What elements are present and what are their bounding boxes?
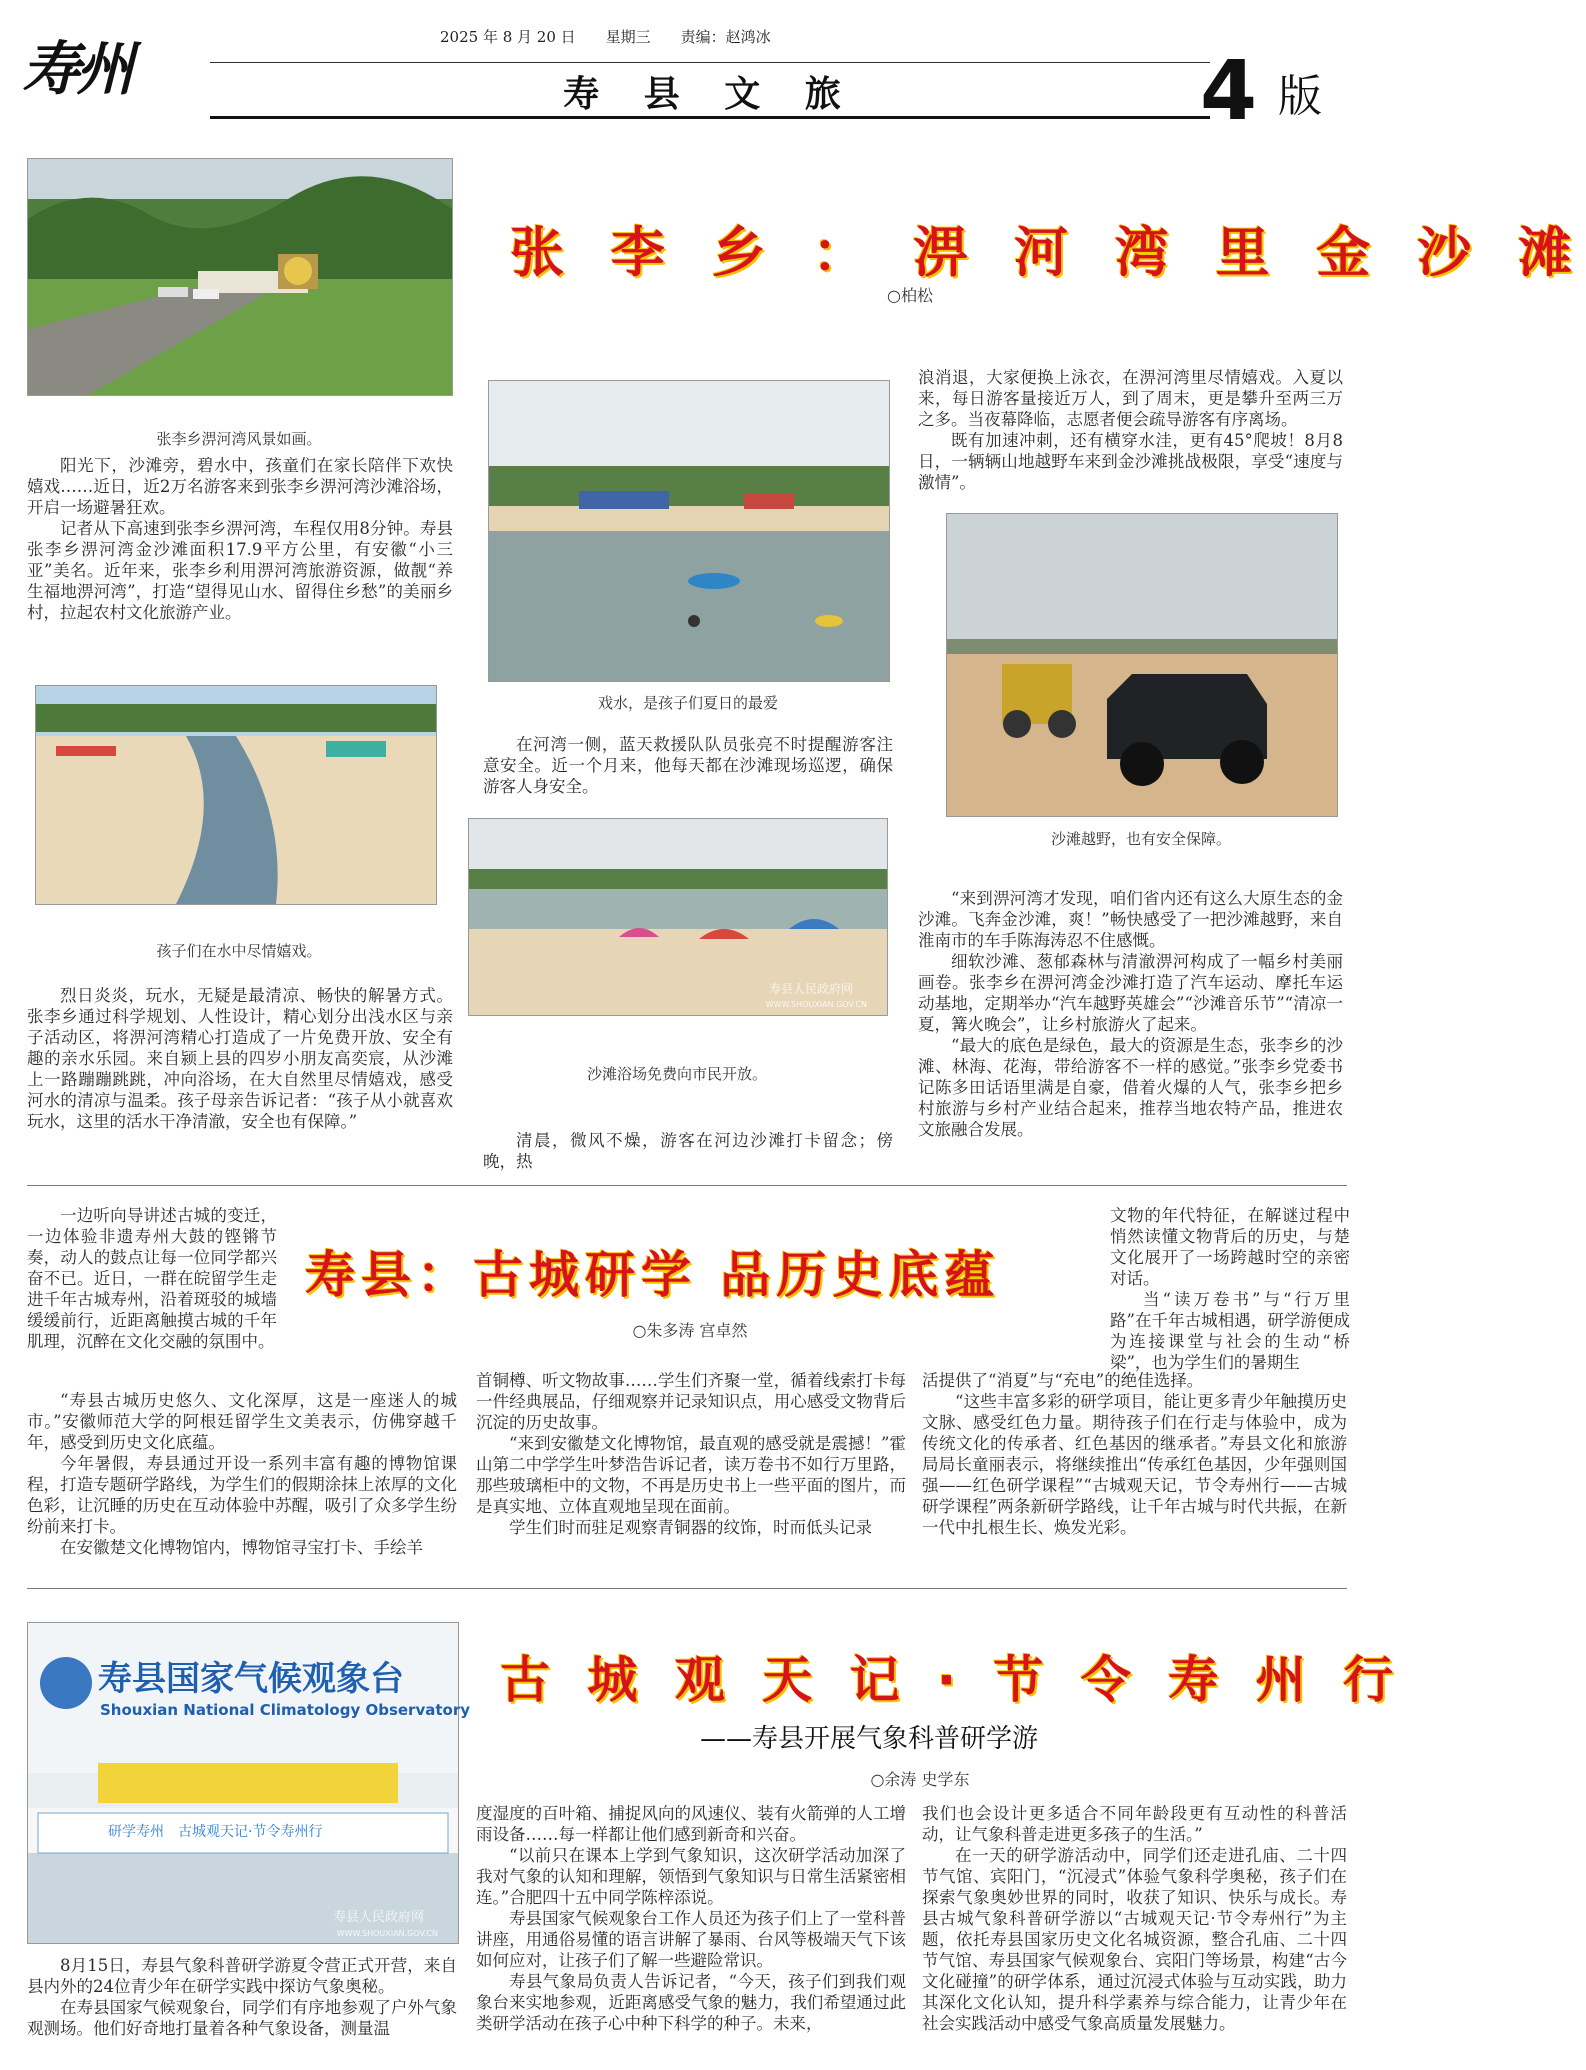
- paragraph: 浪消退，大家便换上泳衣，在淠河湾里尽情嬉戏。入夏以来，每日游客量接近万人，到了周末，更是攀升至两三万之多。当夜幕降临，志愿者便会疏导游客有序离场。: [918, 368, 1343, 429]
- caption-scenery: 张李乡淠河湾风景如画。: [156, 430, 322, 448]
- article1-col1b: [27, 985, 453, 1132]
- page-number-unit: 版: [1278, 71, 1322, 122]
- article2-col1b: [27, 1390, 457, 1558]
- photo-observatory: [27, 1622, 471, 1944]
- divider-2: [27, 1588, 1347, 1589]
- masthead-rule-bottom: [210, 116, 1210, 119]
- paragraph: 在一天的研学游活动中，同学们还走进孔庙、二十四节气馆、宾阳门，“沉浸式”体验气象科学奥秘，孩子们在探索气象奥妙世界的同时，收获了知识、快乐与成长。寿县古城气象科普研学游以“古城观天记·节令寿州行”为主题，依托寿县国家历史文化名城资源，整合孔庙、二十四节气馆、寿县国家气候观象台、宾阳门等场景，构建“古今文化碰撞”的研学体系，通过沉浸式体验与互动实践，助力其深化文化认知，提升科学素养与综合能力，让青少年在社会实践活动中感受气象高质量发展魅力。: [922, 1846, 1347, 2033]
- page-number-digit: 4: [1200, 44, 1258, 139]
- paragraph: “最大的底色是绿色，最大的资源是生态，张李乡的沙滩、林海、花海，带给游客不一样的感觉。”张李乡党委书记陈多田话语里满是自豪，借着火爆的人气，张李乡把乡村旅游与乡村产业结合起来，推荐当地农特产品，推进农文旅融合发展。: [918, 1036, 1343, 1139]
- watermark: 寿县人民政府网: [332, 1910, 424, 1925]
- paragraph: 度湿度的百叶箱、捕捉风向的风速仪、装有火箭弹的人工增雨设备……每一样都让他们感到新奇和兴奋。: [476, 1804, 906, 1844]
- article2-col2: [476, 1370, 906, 1538]
- paragraph: “寿县古城历史悠久、文化深厚，这是一座迷人的城市。”安徽师范大学的阿根廷留学生文美表示，仿佛穿越千年，感受到历史文化底蕴。: [27, 1391, 457, 1452]
- observatory-sign-en: Shouxian National Climatology Observatory: [100, 1701, 471, 1719]
- paragraph: “这些丰富多彩的研学项目，能让更多青少年触摸历史文脉、感受红色力量。期待孩子们在行走与体验中，成为传统文化的传承者、红色基因的继承者。”寿县文化和旅游局局长童丽表示，将继续推出“传承红色基因，少年强则国强——红色研学课程”“古城观天记，节令寿州行——古城研学课程”两条新研学路线，让千年古城与时代共振，在新一代中扎根生长、焕发光彩。: [922, 1392, 1347, 1537]
- paragraph: 记者从下高速到张李乡淠河湾，车程仅用8分钟。寿县张李乡淠河湾金沙滩面积17.9平方公里，有安徽“小三亚”美名。近年来，张李乡利用淠河湾旅游资源，做靓“养生福地淠河湾”，打造“望得见山水、留得住乡愁”的美丽乡村，拉起农村文化旅游产业。: [27, 519, 453, 622]
- masthead-logo: [22, 22, 162, 102]
- article2-col1a: [27, 1205, 277, 1352]
- caption-offroad: 沙滩越野，也有安全保障。: [1050, 830, 1231, 848]
- paragraph: 寿县气象局负责人告诉记者，“今天，孩子们到我们观象台来实地参观，近距离感受气象的魅力，我们希望通过此类研学活动在孩子心中种下科学的种子。未来，: [476, 1972, 906, 2033]
- section-title: 寿 县 文 旅: [563, 73, 857, 115]
- article2-col3a: [1110, 1205, 1350, 1373]
- paragraph: “来到淠河湾才发现，咱们省内还有这么大原生态的金沙滩。飞奔金沙滩，爽！”畅快感受了一把沙滩越野，来自淮南市的车手陈海涛忍不住感慨。: [918, 889, 1343, 950]
- paragraph: 文物的年代特征，在解谜过程中悄然读懂文物背后的历史，与楚文化展开了一场跨越时空的亲密对话。: [1110, 1206, 1350, 1288]
- photo-scenery: [27, 158, 453, 396]
- paragraph: “以前只在课本上学到气象知识，这次研学活动加深了我对气象的认知和理解，领悟到气象知识与日常生活紧密相连。”合肥四十五中同学陈梓添说。: [476, 1846, 906, 1907]
- photo-banner: 研学寿州 古城观天记·节令寿州行: [108, 1824, 323, 1840]
- paragraph: 在安徽楚文化博物馆内，博物馆寻宝打卡、手绘羊: [60, 1538, 423, 1557]
- paragraph: 细软沙滩、葱郁森林与清澈淠河构成了一幅乡村美丽画卷。张李乡在淠河湾金沙滩打造了汽车运动、摩托车运动基地，定期举办“汽车越野英雄会”“沙滩音乐节”“清凉一夏，篝火晚会”，让乡村旅游火了起来。: [918, 952, 1343, 1034]
- watermark: 寿县人民政府网: [768, 982, 853, 996]
- article1-byline: ○柏松: [887, 286, 933, 305]
- article3-col3: [922, 1803, 1347, 2034]
- masthead-rule-top: [210, 62, 1210, 63]
- date-line: 2025 年 8 月 20 日 星期三 责编：赵鸿冰: [440, 28, 771, 46]
- article1-col1a: [27, 455, 453, 623]
- paragraph: 今年暑假，寿县通过开设一系列丰富有趣的博物馆课程，打造专题研学路线，为学生们的假期涂抹上浓厚的文化色彩，让沉睡的历史在互动体验中苏醒，吸引了众多学生纷纷前来打卡。: [27, 1454, 457, 1536]
- photo-beach-free: [468, 818, 888, 1016]
- caption-water-play: 戏水，是孩子们夏日的最爱: [597, 694, 778, 712]
- watermark-url: WWW.SHOUXIAN.GOV.CN: [336, 1929, 438, 1938]
- caption-kids-water: 孩子们在水中尽情嬉戏。: [156, 942, 322, 960]
- paragraph: 在河湾一侧，蓝天救援队队员张亮不时提醒游客注意安全。近一个月来，他每天都在沙滩现场巡逻，确保游客人身安全。: [483, 735, 893, 796]
- article2-col3b: [922, 1370, 1347, 1538]
- article3-byline: ○余涛 史学东: [870, 1770, 970, 1789]
- article3-col1: [27, 1955, 457, 2039]
- paragraph: 在寿县国家气候观象台，同学们有序地参观了户外气象观测场。他们好奇地打量着各种气象设备，测量温: [27, 1998, 457, 2038]
- article1-col2a: [483, 734, 893, 797]
- article3-subtitle: ——寿县开展气象科普研学游: [700, 1724, 1039, 1754]
- paragraph: 8月15日，寿县气象科普研学游夏令营正式开营，来自县内外的24位青少年在研学实践中探访气象奥秘。: [27, 1956, 457, 1996]
- paragraph: 一边听向导讲述古城的变迁，一边体验非遗寿州大鼓的铿锵节奏，动人的鼓点让每一位同学都兴奋不已。近日，一群在皖留学生走进千年古城寿州，沿着斑驳的城墙缓缓前行，近距离触摸古城的千年肌理，沉醉在文化交融的氛围中。: [27, 1206, 277, 1351]
- paragraph: 活提供了“消夏”与“充电”的绝佳选择。: [922, 1371, 1204, 1390]
- article1-col2b: [483, 1130, 893, 1172]
- paragraph: 当“读万卷书”与“行万里路”在千年古城相遇，研学游便成为连接课堂与社会的生动“桥梁”，也为学生们的暑期生: [1110, 1290, 1350, 1372]
- observatory-sign: 寿县国家气候观象台: [98, 1659, 404, 1699]
- paragraph: 阳光下，沙滩旁，碧水中，孩童们在家长陪伴下欢快嬉戏……近日，近2万名游客来到张李乡淠河湾沙滩浴场，开启一场避暑狂欢。: [27, 456, 453, 517]
- page-number: [1200, 44, 1360, 139]
- article1-col3b: [918, 888, 1343, 1140]
- paragraph: 寿县国家气候观象台工作人员还为孩子们上了一堂科普讲座，用通俗易懂的语言讲解了暴雨、台风等极端天气下该如何应对，让孩子们了解一些避险常识。: [476, 1909, 906, 1970]
- article3-col2: [476, 1803, 906, 2034]
- paragraph: 烈日炎炎，玩水，无疑是最清凉、畅快的解暑方式。张李乡通过科学规划、人性设计，精心划分出浅水区与亲子活动区，将淠河湾精心打造成了一片免费开放、安全有趣的亲水乐园。来自颍上县的四岁小朋友高奕宸，从沙滩上一路蹦蹦跳跳，冲向浴场，在大自然里尽情嬉戏，感受河水的清凉与温柔。孩子母亲告诉记者：“孩子从小就喜欢玩水，这里的活水干净清澈，安全也有保障。”: [27, 986, 453, 1131]
- photo-kids-water: [35, 685, 437, 905]
- article2-title: 寿县：古城研学 品历史底蕴: [305, 1246, 1001, 1304]
- photo-water-play: [488, 380, 890, 682]
- paragraph: 清晨，微风不燥，游客在河边沙滩打卡留念；傍晚，热: [483, 1131, 893, 1171]
- watermark-url: WWW.SHOUXIAN.GOV.CN: [765, 1000, 867, 1009]
- paragraph: 首铜樽、听文物故事……学生们齐聚一堂，循着线索打卡每一件经典展品，仔细观察并记录知识点，用心感受文物背后沉淀的历史故事。: [476, 1371, 906, 1432]
- article2-byline: ○朱多涛 宫卓然: [632, 1321, 748, 1340]
- paragraph: 既有加速冲刺，还有横穿水洼，更有45°爬坡！8月8日，一辆辆山地越野车来到金沙滩挑战极限，享受“速度与激情”。: [918, 431, 1343, 492]
- divider-1: [27, 1185, 1347, 1186]
- paragraph: 学生们时而驻足观察青铜器的纹饰，时而低头记录: [509, 1518, 872, 1537]
- paragraph: “来到安徽楚文化博物馆，最直观的感受就是震撼！”霍山第二中学学生叶梦浩告诉记者，读万卷书不如行万里路，那些玻璃柜中的文物，不再是历史书上一些平面的图片，而是真实地、立体直观地呈现在面前。: [476, 1434, 906, 1516]
- article1-title: 张 李 乡 ： 淠 河 湾 里 金 沙 滩: [510, 221, 1586, 284]
- paragraph: 我们也会设计更多适合不同年龄段更有互动性的科普活动，让气象科普走进更多孩子的生活。”: [922, 1804, 1347, 1844]
- caption-beach-free: 沙滩浴场免费向市民开放。: [586, 1065, 767, 1083]
- article3-title: 古 城 观 天 记 · 节 令 寿 州 行: [500, 1651, 1404, 1709]
- photo-offroad: [946, 513, 1338, 817]
- logo-text: 寿州: [22, 35, 131, 103]
- article1-col3a: [918, 367, 1343, 493]
